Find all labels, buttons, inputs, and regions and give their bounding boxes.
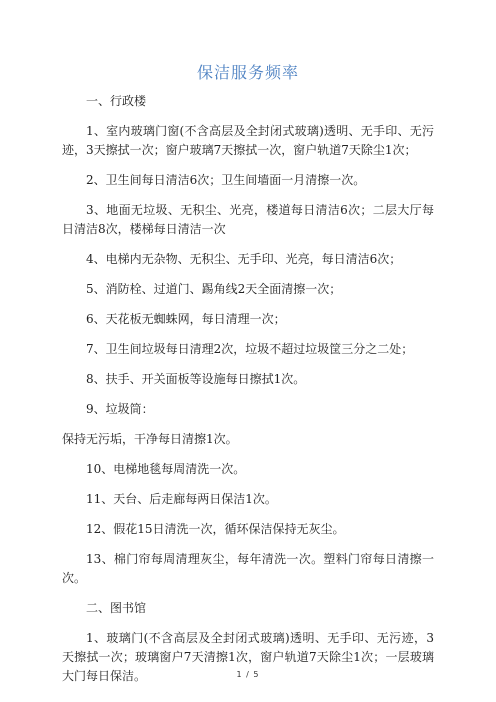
paragraph: 1、玻璃门(不含高层及全封闭式玻璃)透明、无手印、无污迹，3天擦拭一次；玻璃窗户7天清擦1次，窗户轨道7天除尘1次；一层玻璃大门每日保洁。 [62,631,434,683]
paragraph: 1、室内玻璃门窗(不含高层及全封闭式玻璃)透明、无手印、无污迹，3天擦拭一次；窗户玻璃7天擦拭一次，窗户轨道7天除尘1次； [62,124,434,157]
paragraph: 7、卫生间垃圾每日清理2次，垃圾不超过垃圾筐三分之二处； [86,342,414,356]
paragraph: 3、地面无垃圾、无积尘、光亮，楼道每日清洁6次；二层大厅每日清洁8次，楼梯每日清洁一次 [62,203,434,236]
page-number: 1 / 5 [236,670,260,679]
paragraph: 4、电梯内无杂物、无积尘、无手印、光亮，每日清洁6次； [86,252,402,266]
paragraph: 8、扶手、开关面板等设施每日擦拭1次。 [86,372,306,386]
paragraph: 9、垃圾筒： [86,402,154,416]
paragraph: 5、消防栓、过道门、踢角线2天全面清擦一次； [86,282,342,296]
paragraph: 6、天花板无蜘蛛网，每日清理一次； [86,312,286,326]
paragraph: 12、假花15日清洗一次，循环保洁保持无灰尘。 [86,522,345,536]
document-body [62,92,434,697]
paragraph: 10、电梯地毯每周清洗一次。 [86,462,246,476]
paragraph: 11、天台、后走廊每两日保洁1次。 [86,492,277,506]
section-heading-library: 二、图书馆 [86,601,147,615]
document-title: 保洁服务频率 [196,63,299,82]
paragraph: 13、棉门帘每周清理灰尘，每年清洗一次。塑料门帘每日清擦一次。 [62,552,434,585]
paragraph: 2、卫生间每日清洁6次；卫生间墙面一月清擦一次。 [86,173,366,187]
paragraph: 保持无污垢，干净每日清擦1次。 [62,432,238,446]
section-heading-admin-building: 一、行政楼 [86,94,147,108]
